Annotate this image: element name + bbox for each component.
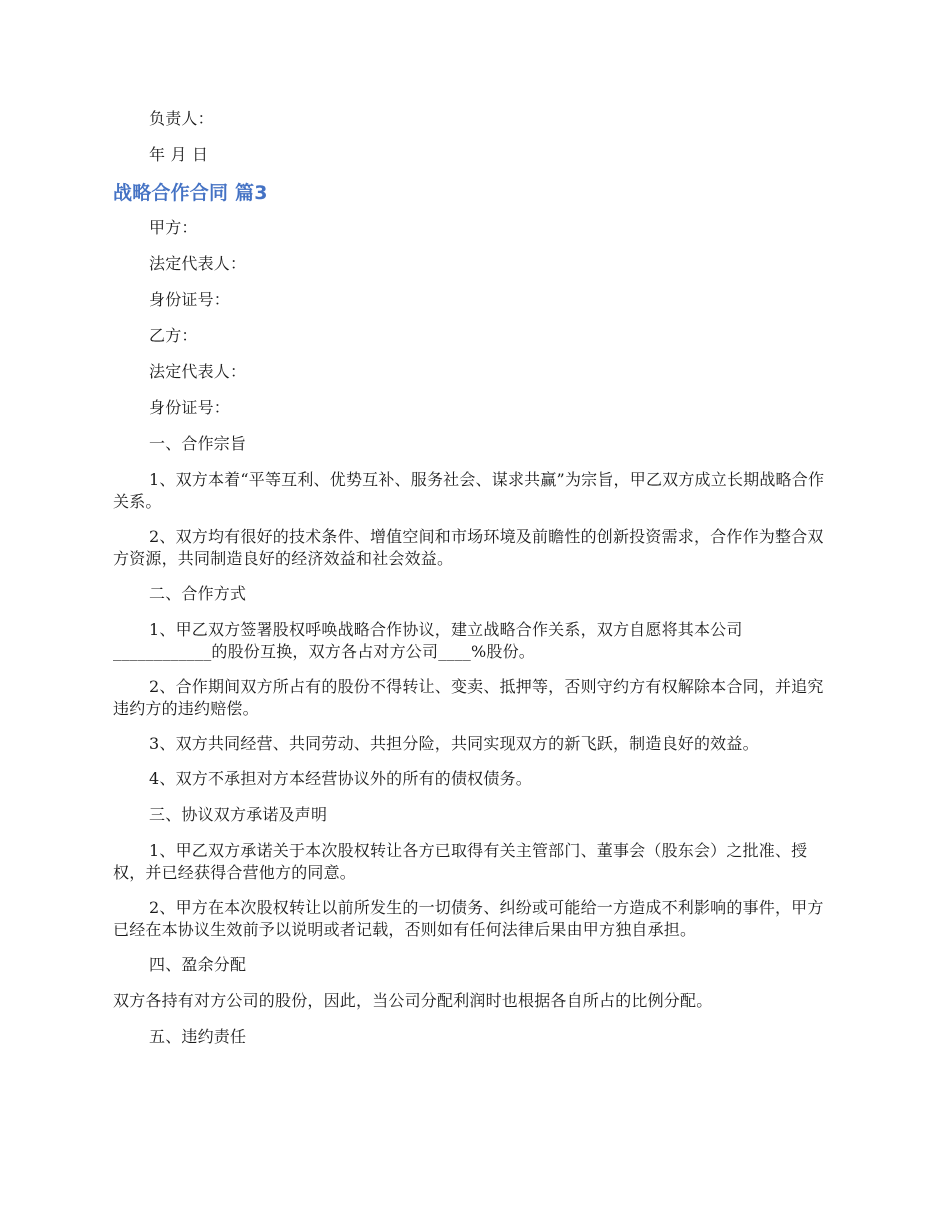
method-clause-4: 4、双方不承担对方本经营协议外的所有的债权债务。: [149, 769, 532, 788]
party-b-representative-line: 法定代表人：: [149, 362, 247, 381]
commitment-clause-1: 1、甲乙双方承诺关于本次股权转让各方已取得有关主管部门、董事会（股东会）之批准、授权，并已经获得合营他方的同意。: [113, 841, 808, 882]
section-title: 战略合作合同 篇3: [113, 182, 268, 204]
profit-distribution-clause: 双方各持有对方公司的股份，因此，当公司分配利润时也根据各自所占的比例分配。: [113, 991, 713, 1010]
heading-purpose: 一、合作宗旨: [149, 434, 247, 453]
method-clause-1: 1、甲乙双方签署股权呼唤战略合作协议，建立战略合作关系，双方自愿将其本公司____________的股份互换，双方各占对方公司____%股份。: [113, 620, 743, 661]
commitment-clause-2: 2、甲方在本次股权转让以前所发生的一切债务、纠纷或可能给一方造成不利影响的事件，甲方已经在本协议生效前予以说明或者记载，否则如有任何法律后果由甲方独自承担。: [113, 898, 824, 939]
method-clause-2: 2、合作期间双方所占有的股份不得转让、变卖、抵押等，否则守约方有权解除本合同，并追究违约方的违约赔偿。: [113, 677, 824, 718]
document-body: [113, 108, 833, 1062]
purpose-clause-2: 2、双方均有很好的技术条件、增值空间和市场环境及前瞻性的创新投资需求，合作作为整合双方资源，共同制造良好的经济效益和社会效益。: [113, 527, 824, 568]
heading-commitments: 三、协议双方承诺及声明: [149, 805, 328, 824]
date-line: 年 月 日: [149, 145, 209, 164]
heading-breach-liability: 五、违约责任: [149, 1027, 247, 1046]
method-clause-3: 3、双方共同经营、共同劳动、共担分险，共同实现双方的新飞跃，制造良好的效益。: [149, 734, 759, 753]
signatory-line: 负责人：: [149, 109, 214, 128]
purpose-clause-1: 1、双方本着“平等互利、优势互补、服务社会、谋求共赢”为宗旨，甲乙双方成立长期战略合作关系。: [113, 470, 825, 511]
party-a-representative-line: 法定代表人：: [149, 254, 247, 273]
heading-profit-distribution: 四、盈余分配: [149, 955, 247, 974]
party-b-id-line: 身份证号：: [149, 398, 231, 417]
heading-method: 二、合作方式: [149, 584, 247, 603]
party-a-id-line: 身份证号：: [149, 290, 231, 309]
party-a-line: 甲方：: [149, 218, 198, 237]
party-b-line: 乙方：: [149, 326, 198, 345]
